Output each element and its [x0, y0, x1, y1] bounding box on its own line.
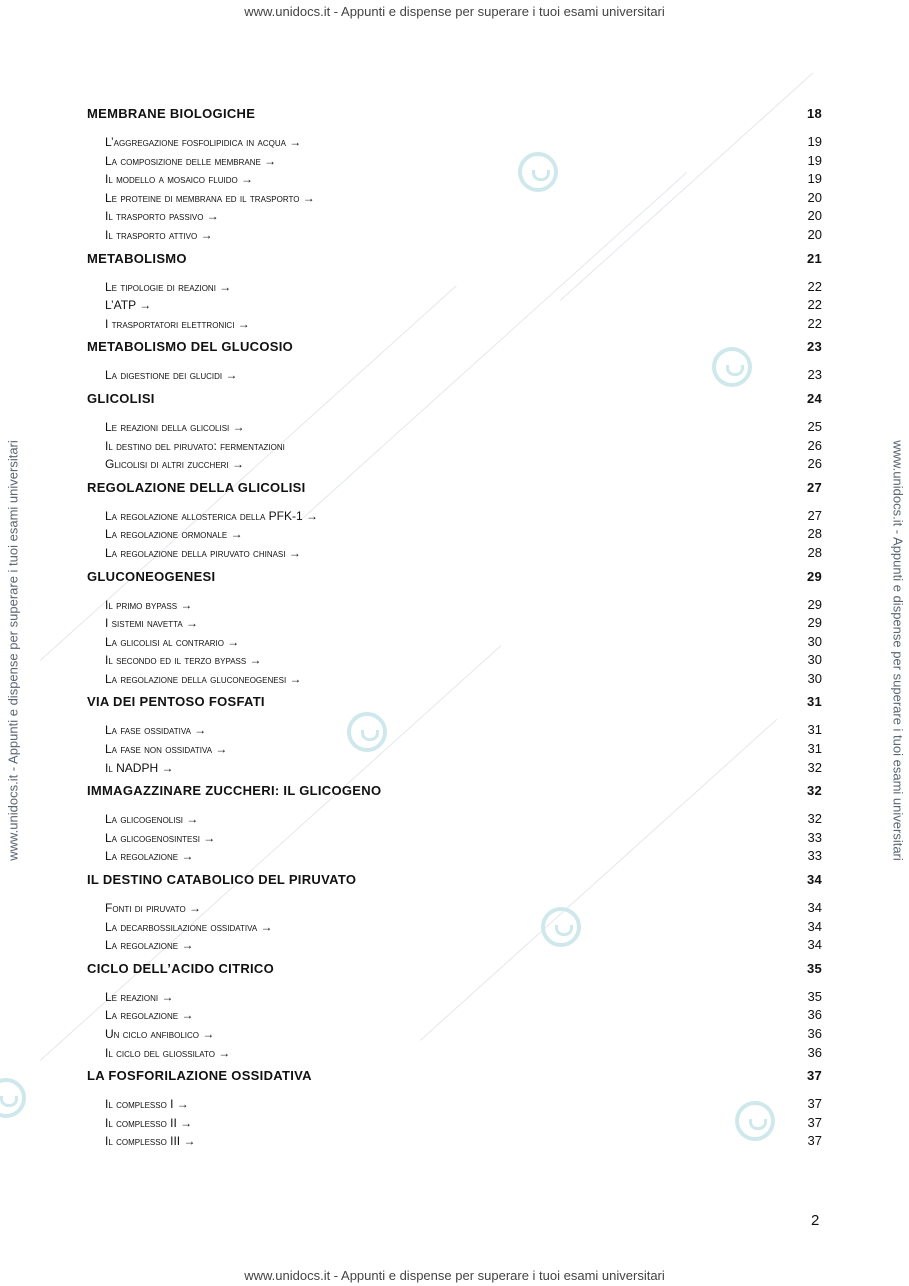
entry-title: La decarbossilazione ossidativa →	[105, 919, 273, 934]
toc-entry[interactable]	[87, 634, 822, 653]
side-watermark-left: www.unidocs.it - Appunti e dispense per superare i tuoi esami universitari	[5, 440, 21, 861]
toc-section-heading	[87, 480, 822, 501]
entry-page: 31	[807, 741, 822, 757]
entry-title: Le tipologie di reazioni →	[105, 279, 232, 294]
entry-page: 27	[807, 507, 822, 523]
entry-title: I sistemi navetta →	[105, 616, 199, 631]
entry-title: Il trasporto passivo →	[105, 209, 219, 224]
entry-page: 20	[807, 226, 822, 242]
entry-title: Il modello a mosaico fluido →	[105, 172, 254, 187]
entry-title: Le proteine di membrana ed il trasporto →	[105, 190, 315, 205]
entry-page: 33	[807, 848, 822, 864]
entry-title: I trasportatori elettronici →	[105, 316, 250, 331]
toc-entry[interactable]	[87, 900, 822, 919]
toc-section-heading	[87, 339, 822, 360]
entry-page: 29	[807, 615, 822, 631]
section-title: IL DESTINO CATABOLICO DEL PIRUVATO	[87, 872, 357, 888]
entry-page: 19	[807, 152, 822, 168]
entry-title: L’aggregazione fosfolipidica in acqua →	[105, 135, 302, 149]
entry-title: Le reazioni della glicolisi →	[105, 419, 245, 434]
entry-page: 31	[807, 722, 822, 738]
section-title: LA FOSFORILAZIONE OSSIDATIVA	[87, 1068, 312, 1084]
side-watermark-right: www.unidocs.it - Appunti e dispense per superare i tuoi esami universitari	[890, 440, 906, 861]
section-page: 37	[806, 1068, 822, 1084]
entry-page: 29	[807, 596, 822, 612]
toc-entry[interactable]	[87, 508, 822, 527]
entry-page: 22	[807, 278, 822, 294]
entry-title: La regolazione della gluconeogenesi →	[105, 671, 302, 686]
toc-entry[interactable]	[87, 545, 822, 564]
entry-title: La regolazione della piruvato chinasi →	[105, 545, 301, 560]
entry-page: 20	[807, 208, 822, 224]
toc-entry[interactable]	[87, 760, 822, 779]
entry-title: Il primo bypass →	[105, 597, 193, 612]
entry-title: La digestione dei glucidi →	[105, 368, 238, 383]
table-of-contents	[87, 106, 822, 1152]
section-page: 23	[806, 339, 822, 355]
entry-title: L’ATP →	[105, 298, 152, 313]
toc-entry[interactable]	[87, 741, 822, 760]
toc-entry[interactable]	[87, 1045, 822, 1064]
toc-entry[interactable]	[87, 597, 822, 616]
section-title: MEMBRANE BIOLOGICHE	[87, 106, 256, 121]
section-page: 29	[806, 568, 822, 584]
entry-page: 34	[807, 900, 822, 916]
section-page: 32	[806, 783, 822, 799]
section-page: 35	[806, 960, 822, 976]
toc-entry[interactable]	[87, 989, 822, 1008]
entry-page: 30	[807, 670, 822, 686]
section-title: METABOLISMO DEL GLUCOSIO	[87, 339, 294, 355]
entry-page: 36	[807, 1044, 822, 1060]
entry-page: 26	[807, 437, 822, 453]
section-page: 34	[806, 872, 822, 888]
entry-page: 30	[807, 633, 822, 649]
entry-title: La glicogenolisi →	[105, 812, 199, 827]
section-title: GLUCONEOGENESI	[87, 568, 216, 584]
entry-page: 37	[807, 1096, 822, 1112]
entry-page: 35	[807, 988, 822, 1004]
section-title: IMMAGAZZINARE ZUCCHERI: IL GLICOGENO	[87, 783, 382, 799]
entry-page: 32	[807, 759, 822, 775]
section-page: 18	[806, 106, 822, 121]
page-number: 2	[811, 1212, 820, 1229]
header-watermark[interactable]: www.unidocs.it - Appunti e dispense per superare i tuoi esami universitari	[244, 4, 665, 19]
toc-entry[interactable]	[87, 919, 822, 938]
toc-entry[interactable]	[87, 526, 822, 545]
entry-title: Il destino del piruvato: fermentazioni	[105, 438, 285, 453]
toc-section-heading	[87, 961, 822, 982]
toc-entry[interactable]	[87, 671, 822, 690]
toc-entry[interactable]	[87, 297, 822, 316]
toc-entry[interactable]	[87, 1115, 822, 1134]
toc-section-heading	[87, 391, 822, 412]
section-title: VIA DEI PENTOSO FOSFATI	[87, 694, 265, 710]
toc-entry[interactable]	[87, 190, 822, 209]
entry-page: 32	[807, 811, 822, 827]
entry-page: 33	[807, 829, 822, 845]
entry-title: La regolazione →	[105, 849, 194, 864]
toc-section-heading	[87, 251, 822, 272]
toc-entry[interactable]	[87, 830, 822, 849]
entry-page: 22	[807, 315, 822, 331]
entry-title: Il complesso I →	[105, 1097, 189, 1112]
entry-title: La regolazione →	[105, 1008, 194, 1023]
section-page: 24	[806, 390, 822, 406]
toc-entry[interactable]	[87, 227, 822, 246]
toc-entry[interactable]	[87, 438, 822, 457]
entry-page: 37	[807, 1114, 822, 1130]
entry-page: 26	[807, 456, 822, 472]
entry-title: Le reazioni →	[105, 989, 174, 1004]
toc-entry[interactable]	[87, 1133, 822, 1152]
toc-entry[interactable]	[87, 811, 822, 830]
entry-title: Il trasporto attivo →	[105, 227, 213, 242]
section-title: METABOLISMO	[87, 250, 187, 266]
entry-title: Il NADPH →	[105, 760, 174, 775]
toc-entry[interactable]	[87, 615, 822, 634]
entry-title: La fase non ossidativa →	[105, 742, 228, 757]
entry-title: Il complesso II →	[105, 1115, 193, 1130]
entry-page: 22	[807, 297, 822, 313]
entry-page: 36	[807, 1026, 822, 1041]
entry-page: 20	[807, 189, 822, 205]
entry-title: Un ciclo anfibolico →	[105, 1027, 215, 1041]
section-page: 27	[806, 479, 822, 495]
toc-entry[interactable]	[87, 848, 822, 867]
entry-page: 28	[807, 544, 822, 560]
toc-entry[interactable]	[87, 1026, 822, 1045]
toc-section-heading	[87, 1068, 822, 1089]
entry-title: La fase ossidativa →	[105, 723, 207, 738]
entry-page: 34	[807, 937, 822, 953]
toc-section-heading	[87, 872, 822, 893]
entry-page: 37	[807, 1133, 822, 1149]
toc-section-heading	[87, 106, 822, 127]
toc-section-heading	[87, 569, 822, 590]
entry-title: La glicogenosintesi →	[105, 830, 216, 845]
toc-entry[interactable]	[87, 316, 822, 335]
toc-entry[interactable]	[87, 171, 822, 190]
entry-page: 25	[807, 418, 822, 434]
entry-title: La regolazione allosterica della PFK-1 →	[105, 508, 318, 523]
entry-title: La composizione delle membrane →	[105, 153, 277, 168]
entry-page: 34	[807, 918, 822, 934]
entry-title: La regolazione ormonale →	[105, 527, 243, 542]
toc-entry[interactable]	[87, 1007, 822, 1026]
entry-title: Glicolisi di altri zuccheri →	[105, 457, 244, 472]
toc-entry[interactable]	[87, 153, 822, 172]
toc-entry[interactable]	[87, 1096, 822, 1115]
entry-page: 19	[807, 134, 822, 149]
toc-entry[interactable]	[87, 134, 822, 153]
toc-section-heading	[87, 783, 822, 804]
entry-page: 28	[807, 526, 822, 542]
entry-title: Il secondo ed il terzo bypass →	[105, 653, 262, 668]
entry-title: La regolazione →	[105, 938, 194, 953]
footer-watermark[interactable]: www.unidocs.it - Appunti e dispense per superare i tuoi esami universitari	[244, 1268, 665, 1283]
toc-entry[interactable]	[87, 652, 822, 671]
toc-entry[interactable]	[87, 419, 822, 438]
section-title: GLICOLISI	[87, 390, 155, 406]
entry-title: La glicolisi al contrario →	[105, 634, 240, 649]
toc-entry[interactable]	[87, 367, 822, 386]
entry-page: 19	[807, 171, 822, 187]
entry-title: Fonti di piruvato →	[105, 901, 202, 916]
toc-entry[interactable]	[87, 456, 822, 475]
section-title: REGOLAZIONE DELLA GLICOLISI	[87, 479, 306, 495]
toc-entry[interactable]	[87, 208, 822, 227]
toc-entry[interactable]	[87, 722, 822, 741]
entry-title: Il ciclo del gliossilato →	[105, 1045, 231, 1060]
section-page: 21	[806, 250, 822, 266]
toc-entry[interactable]	[87, 279, 822, 298]
section-title: CICLO DELL’ACIDO CITRICO	[87, 960, 275, 976]
toc-entry[interactable]	[87, 937, 822, 956]
section-page: 31	[806, 694, 822, 710]
entry-page: 30	[807, 652, 822, 668]
toc-section-heading	[87, 694, 822, 715]
entry-page: 36	[807, 1007, 822, 1023]
entry-title: Il complesso III →	[105, 1134, 196, 1149]
entry-page: 23	[807, 367, 822, 383]
